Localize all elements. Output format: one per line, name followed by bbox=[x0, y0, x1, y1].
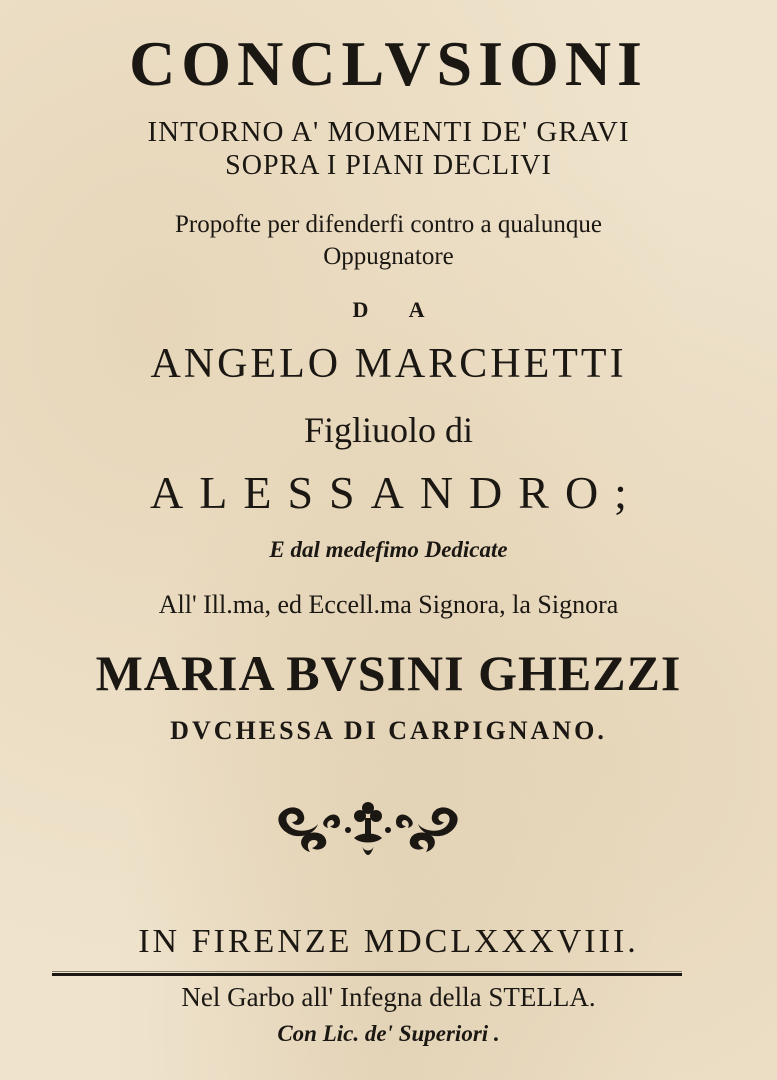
addressee-line: All' Ill.ma, ed Eccell.ma Signora, la Signora bbox=[158, 590, 619, 619]
author-name: ANGELO MARCHETTI bbox=[150, 341, 627, 387]
divider-rule bbox=[52, 970, 682, 980]
imprint-place-date: IN FIRENZE MDCLXXXVIII. bbox=[138, 923, 639, 960]
father-name: ALESSANDRO; bbox=[150, 467, 643, 518]
book-title: CONCLVSIONI bbox=[129, 28, 648, 99]
dedication-line: E dal medefimo Dedicate bbox=[269, 537, 508, 562]
son-of-label: Figliuolo di bbox=[303, 410, 474, 450]
proposition-line-2: Oppugnatore bbox=[323, 243, 454, 270]
dedicatee-title: DVCHESSA DI CARPIGNANO. bbox=[170, 716, 607, 745]
subtitle-line-1: INTORNO A' MOMENTI DE' GRAVI bbox=[147, 116, 630, 148]
imprint-license: Con Lic. de' Superiori . bbox=[277, 1021, 500, 1046]
fleuron-ornament-icon bbox=[274, 800, 462, 860]
subtitle-line-2: SOPRA I PIANI DECLIVI bbox=[225, 150, 552, 181]
by-label: D A bbox=[352, 297, 443, 322]
proposition-line-1: Propofte per difenderfi contro a qualunque bbox=[175, 211, 602, 238]
dedicatee-name: MARIA BVSINI GHEZZI bbox=[95, 645, 682, 701]
imprint-printer: Nel Garbo all' Infegna della STELLA. bbox=[181, 982, 596, 1012]
